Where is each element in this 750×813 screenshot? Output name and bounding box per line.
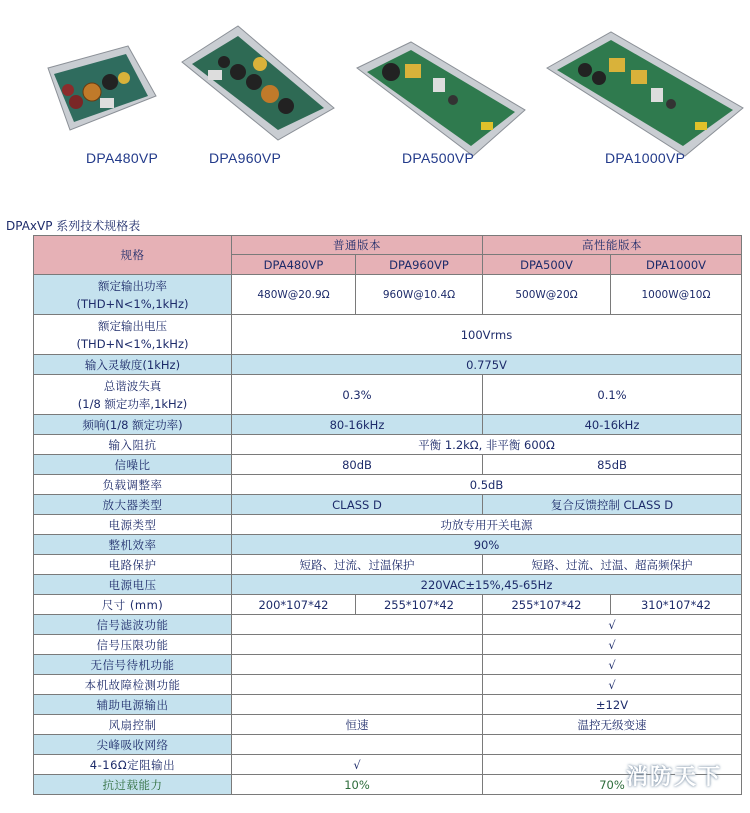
cell: 40-16kHz bbox=[483, 415, 742, 435]
row-label-line: 额定输出功率 bbox=[98, 278, 167, 293]
row-label: 输入灵敏度(1kHz) bbox=[34, 355, 232, 375]
row-label: 风扇控制 bbox=[34, 715, 232, 735]
row-label: 无信号待机功能 bbox=[34, 655, 232, 675]
product-dpa1000vp bbox=[545, 28, 745, 158]
cell: √ bbox=[483, 675, 742, 695]
cell bbox=[483, 735, 742, 755]
cell: 90% bbox=[232, 535, 742, 555]
row-label: 辅助电源输出 bbox=[34, 695, 232, 715]
cell: 70% bbox=[483, 775, 742, 795]
cell: 500W@20Ω bbox=[483, 275, 611, 315]
dpa1000vp-board-image bbox=[545, 28, 745, 158]
cell bbox=[232, 695, 483, 715]
row-label: 尖峰吸收网络 bbox=[34, 735, 232, 755]
header-model: DPA1000V bbox=[611, 255, 742, 275]
cell: 100Vrms bbox=[232, 315, 742, 355]
cell: √ bbox=[483, 615, 742, 635]
product-label: DPA1000VP bbox=[605, 150, 686, 166]
row-label-line: (THD+N<1%,1kHz) bbox=[76, 336, 189, 351]
row-label: 信号压限功能 bbox=[34, 635, 232, 655]
row-label bbox=[34, 375, 232, 415]
cell bbox=[232, 635, 483, 655]
cell: 0.5dB bbox=[232, 475, 742, 495]
header-model: DPA500V bbox=[483, 255, 611, 275]
row-label: 频响(1/8 额定功率) bbox=[34, 415, 232, 435]
cell bbox=[232, 675, 483, 695]
cell: 480W@20.9Ω bbox=[232, 275, 356, 315]
cell: 1000W@10Ω bbox=[611, 275, 742, 315]
cell: √ bbox=[483, 655, 742, 675]
row-label: 电路保护 bbox=[34, 555, 232, 575]
header-group-normal: 普通版本 bbox=[232, 236, 483, 255]
row-label: 电源电压 bbox=[34, 575, 232, 595]
cell: 短路、过流、过温保护 bbox=[232, 555, 483, 575]
row-label: 负载调整率 bbox=[34, 475, 232, 495]
row-label bbox=[34, 275, 232, 315]
row-label bbox=[34, 315, 232, 355]
row-label: 本机故障检测功能 bbox=[34, 675, 232, 695]
dpa960vp-board-image bbox=[178, 22, 338, 142]
row-label: 放大器类型 bbox=[34, 495, 232, 515]
row-label: 整机效率 bbox=[34, 535, 232, 555]
cell: √ bbox=[232, 755, 483, 775]
cell: 255*107*42 bbox=[483, 595, 611, 615]
cell: 复合反馈控制 CLASS D bbox=[483, 495, 742, 515]
cell: ±12V bbox=[483, 695, 742, 715]
dpa500vp-board-image bbox=[355, 38, 527, 158]
cell: CLASS D bbox=[232, 495, 483, 515]
cell: 平衡 1.2kΩ, 非平衡 600Ω bbox=[232, 435, 742, 455]
product-dpa480vp bbox=[40, 40, 160, 140]
row-label-line: 总谐波失真 bbox=[103, 378, 162, 393]
row-label: 电源类型 bbox=[34, 515, 232, 535]
cell: 温控无级变速 bbox=[483, 715, 742, 735]
cell: 85dB bbox=[483, 455, 742, 475]
product-label: DPA480VP bbox=[86, 150, 159, 166]
row-label: 抗过载能力 bbox=[34, 775, 232, 795]
cell: 0.3% bbox=[232, 375, 483, 415]
cell: 0.1% bbox=[483, 375, 742, 415]
product-dpa500vp bbox=[355, 38, 527, 158]
cell: 10% bbox=[232, 775, 483, 795]
row-label: 信噪比 bbox=[34, 455, 232, 475]
cell bbox=[232, 735, 483, 755]
row-label-line: 额定输出电压 bbox=[98, 318, 167, 333]
product-gallery bbox=[0, 0, 750, 210]
cell: 80-16kHz bbox=[232, 415, 483, 435]
row-label: 4-16Ω定阻输出 bbox=[34, 755, 232, 775]
table-title: DPAxVP 系列技术规格表 bbox=[6, 219, 141, 233]
header-model: DPA480VP bbox=[232, 255, 356, 275]
header-spec: 规格 bbox=[34, 236, 232, 275]
row-label: 信号滤波功能 bbox=[34, 615, 232, 635]
product-dpa960vp bbox=[178, 22, 338, 142]
cell: 960W@10.4Ω bbox=[356, 275, 483, 315]
product-label: DPA960VP bbox=[209, 150, 282, 166]
watermark-text: 消防天下 bbox=[625, 765, 722, 790]
cell bbox=[232, 655, 483, 675]
header-group-high: 高性能版本 bbox=[483, 236, 742, 255]
header-model: DPA960VP bbox=[356, 255, 483, 275]
cell: 220VAC±15%,45-65Hz bbox=[232, 575, 742, 595]
cell: 310*107*42 bbox=[611, 595, 742, 615]
cell: √ bbox=[483, 635, 742, 655]
cell: 恒速 bbox=[232, 715, 483, 735]
cell: 功放专用开关电源 bbox=[232, 515, 742, 535]
cell: 短路、过流、过温、超高频保护 bbox=[483, 555, 742, 575]
row-label: 输入阻抗 bbox=[34, 435, 232, 455]
row-label-line: (THD+N<1%,1kHz) bbox=[76, 296, 189, 311]
cell: 0.775V bbox=[232, 355, 742, 375]
product-label: DPA500VP bbox=[402, 150, 475, 166]
cell bbox=[232, 615, 483, 635]
cell: 255*107*42 bbox=[356, 595, 483, 615]
spec-table bbox=[33, 235, 742, 795]
cell: 200*107*42 bbox=[232, 595, 356, 615]
row-label-line: (1/8 额定功率,1kHz) bbox=[77, 396, 188, 411]
row-label: 尺寸 (mm) bbox=[34, 595, 232, 615]
cell: 80dB bbox=[232, 455, 483, 475]
dpa480vp-board-image bbox=[40, 40, 160, 140]
